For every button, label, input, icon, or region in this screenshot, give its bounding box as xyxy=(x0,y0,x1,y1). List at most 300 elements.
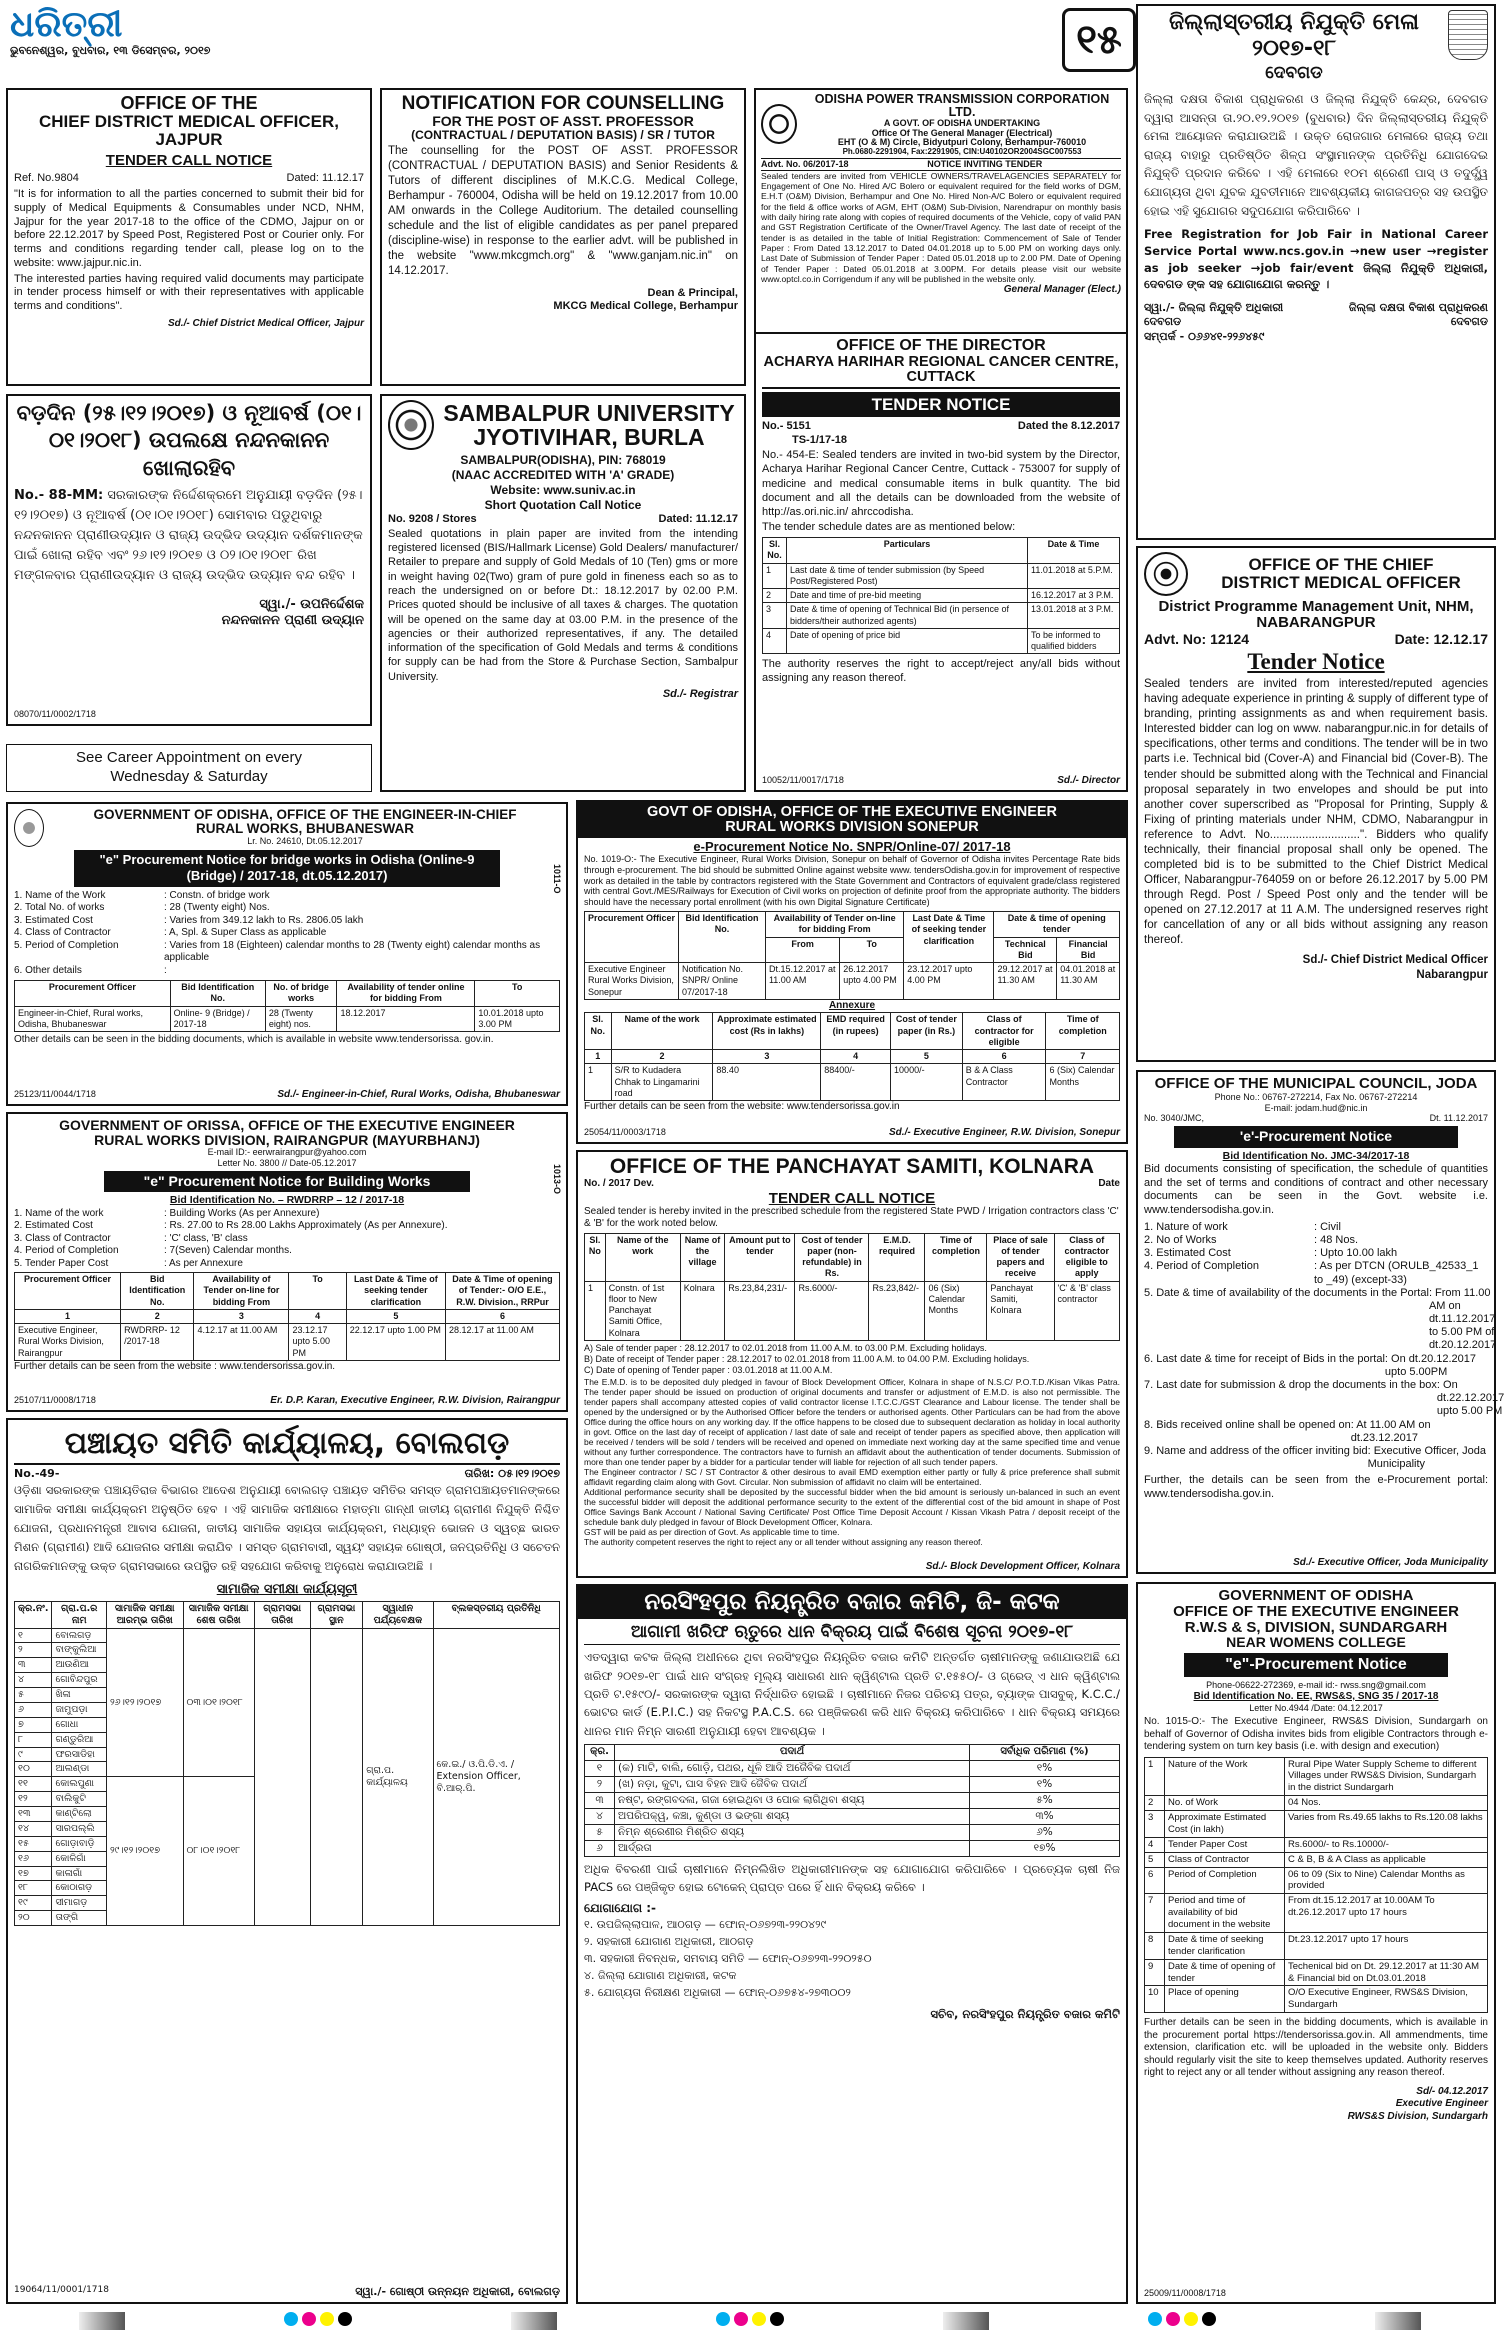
signature: RWS&S Division, Sundargarh xyxy=(1347,2110,1488,2122)
annexure-table xyxy=(584,1012,1120,1101)
table-cell: 2 xyxy=(1145,1796,1165,1811)
table-cell: Class of Contractor xyxy=(1165,1852,1285,1867)
date-line: C) Date of opening of Tender paper : 03.01.2018 at 11.00 A.M. xyxy=(584,1365,833,1376)
ad-title: ଜିଲ୍ଲାସ୍ତରୀୟ ନିଯୁକ୍ତି ମେଳା ୨୦୧୭-୧୮ xyxy=(1169,10,1419,62)
ad-subtitle: EHT (O & M) Circle, Bidyutpuri Colony, Berhampur-760010 xyxy=(837,137,1087,148)
signature: Sd./- Block Development Officer, Kolnara xyxy=(925,1560,1120,1572)
date: Dated: 11.12.17 xyxy=(658,513,738,525)
table-cell: 7 xyxy=(1145,1894,1165,1933)
signature: Dean & Principal, xyxy=(647,286,738,299)
ad-body: No.- 454-E: Sealed tenders are invited in two-bid system by the Director, Acharya Harihar Regional Cancer Centre, Cuttack - 753007 for supply of medicine and medical consumable items in bulk quantity. The bid document and all the details can be downloaded from the website of http://as.ori.nic.in/ ahrccodisha. xyxy=(762,448,1120,519)
table-cell: Tender Paper Cost xyxy=(1165,1837,1285,1852)
advt-no: Advt. No: 12124 xyxy=(1144,630,1250,647)
email: E-mail: jodam.hud@nic.in xyxy=(1264,1102,1368,1113)
ad-title: ପଞ୍ଚାୟତ ସମିତି କାର୍ଯ୍ୟାଳୟ, ବୋଲଗଡ଼ xyxy=(14,1424,560,1465)
detail-label: 5. Tender Paper Cost xyxy=(14,1257,109,1269)
signature: Sd/- 04.12.2017 xyxy=(1416,2085,1488,2097)
table-cell: ୧୦ xyxy=(15,1762,52,1777)
table-cell: ୩% xyxy=(970,1809,1120,1825)
ad-title: ନରସିଂହପୁର ନିୟନ୍ତ୍ରିତ ବଜାର କମିଟି, ଜି- କଟକ xyxy=(578,1586,1126,1619)
ad-title: RURAL WORKS DIVISION SONEPUR xyxy=(725,819,979,836)
ad-body: Sealed tender is hereby invited in the prescribed schedule from the registered State PWD / Irrigation contractors class 'C' & 'B' for the work noted below. xyxy=(584,1206,1119,1230)
table-header: To xyxy=(475,981,560,1007)
signature: Er. D.P. Karan, Executive Engineer, R.W. Division, Rairangpur xyxy=(270,1394,560,1406)
ad-mkcg-counselling xyxy=(380,88,746,386)
page-number xyxy=(1062,8,1136,72)
table-cell: (ଖ) ନଡ଼ା, କୁଟା, ଘାସ ବିହନ ଆଦି ଜୈବିକ ପଦାର୍ଥ xyxy=(615,1776,970,1792)
ad-subtitle: e-Procurement Notice No. SNPR/Online-07/ 2017-18 xyxy=(693,839,1011,855)
table-cell: Dt.23.12.2017 upto 17 hours xyxy=(1285,1932,1488,1959)
ad-terms: The Engineer contractor / SC / ST Contractor & other desirous to avail EMD exemption either partly or fully & price preference shall submit affidavit regarding claim along with Govt. Circular. Non submission of affidavit no claim will be entertained. xyxy=(584,1466,1120,1487)
list-item: ୩. ସହକାରୀ ନିବନ୍ଧକ, ସମବାୟ ସମିତି — ଫୋନ୍-୦୬୭୨୩-୨୨୦୨୫୦ xyxy=(584,1952,872,1966)
table-cell: ଗୋଡ଼ାବାଡ଼ି xyxy=(52,1836,107,1851)
table-header: No. of bridge works xyxy=(265,981,337,1007)
table-header-row xyxy=(15,1273,560,1310)
table-cell: ଗ୍ରା.ପ. କାର୍ଯ୍ୟାଳୟ xyxy=(363,1628,433,1926)
ad-subtitle: ଆଗାମୀ ଖରିଫ ଋତୁରେ ଧାନ ବିକ୍ରୟ ପାଇଁ ବିଶେଷ ସୂଚନା ୨୦୧୭-୧୮ xyxy=(584,1621,1120,1645)
detail-value: : Varies from 18 (Eighteen) calendar months to 28 (Twenty eight) calendar months as applicable xyxy=(164,939,541,964)
table-cell: ସାରପଲ୍ଲି xyxy=(52,1821,107,1836)
date: Dated the 8.12.2017 xyxy=(1017,420,1120,433)
ad-body: ଅଧିକ ବିବରଣୀ ପାଇଁ ଚାଷୀମାନେ ନିମ୍ନଲିଖିତ ଅଧିକାରୀମାନଙ୍କ ସହ ଯୋଗାଯୋଗ କରିପାରିବେ । ପ୍ରତ୍ୟେକ ଚାଷୀ ନିଜ PACS ରେ ପଞ୍ଜିକୃତ ହୋଇ ଟୋକେନ୍ ପ୍ରାପ୍ତ ପରେ ହିଁ ଧାନ ବିକ୍ରୟ କରିବେ । xyxy=(584,1862,1120,1895)
ad-title: OFFICE OF THE xyxy=(120,93,258,113)
email: E-mail ID:- eerwrairangpur@yahoo.com xyxy=(207,1147,367,1158)
table-cell: From dt.15.12.2017 at 10.00AM To dt.26.12.2017 upto 17 hours xyxy=(1285,1894,1488,1933)
table-header: ସାମାଜିକ ସମୀକ୍ଷା ଶେଷ ତାରିଖ xyxy=(183,1601,254,1628)
table-cell: Date of opening of price bid xyxy=(787,628,1028,654)
ad-rwss-sundargarh xyxy=(1136,1582,1496,2304)
ad-band: 'e'-Procurement Notice xyxy=(1174,1126,1458,1148)
note-line: See Career Appointment on every xyxy=(76,749,302,766)
ad-subtitle: Short Quotation Call Notice xyxy=(484,498,642,512)
table-cell: ୭ xyxy=(15,1717,52,1732)
detail-label: 1. Nature of work xyxy=(1144,1220,1228,1233)
table-row xyxy=(1145,1796,1488,1811)
table-cell: ଅପରିପକ୍ୱ, କଞ୍ଚା, କୁଣ୍ଡା ଓ ଭଙ୍ଗା ଶସ୍ୟ xyxy=(615,1809,970,1825)
table-row xyxy=(763,563,1120,589)
detail-value: : As per Annexure xyxy=(164,1257,243,1269)
table-cell: Panchayat Samiti, Kolnara xyxy=(987,1281,1054,1340)
quality-table xyxy=(584,1744,1120,1857)
detail-value: : On dt.22.12.2017 upto 5.00 PM xyxy=(1436,1379,1504,1418)
ad-terms: GST will be paid as per direction of Govt. As applicable time to time. xyxy=(584,1526,840,1537)
page-number-text: ୧୫ xyxy=(1076,17,1122,63)
grayscale-strip xyxy=(943,2312,989,2330)
signature: ସ୍ୱା./- ଗୋଷ୍ଠୀ ଉନ୍ନୟନ ଅଧିକାରୀ, ବୋଲଗଡ଼ xyxy=(355,2285,560,2299)
table-header-row xyxy=(15,1309,560,1323)
ad-title: JYOTIVIHAR, BURLA xyxy=(473,424,705,450)
detail-row xyxy=(14,1245,560,1258)
work-details xyxy=(1144,1220,1504,1472)
ad-body: The tender schedule dates are as mentioned below: xyxy=(762,521,1016,534)
phone: Phone-06622-272369, e-mail id:- rwss.sng@gmail.com xyxy=(1206,1679,1426,1690)
table-row xyxy=(1145,1959,1488,1986)
ad-title: ବଡ଼ଦିନ (୨୫।୧୨।୨୦୧୭) ଓ ନୂଆବର୍ଷ (୦୧।୦୧।୨୦୧୮) ଉପଲକ୍ଷେ ନନ୍ଦନକାନନ ଖୋଲାରହିବ xyxy=(16,401,362,480)
table-header: Date & time of opening tender xyxy=(994,912,1120,938)
signature: ଜିଲ୍ଲା ଦକ୍ଷତା ବିକାଶ ପ୍ରାଧିକରଣ xyxy=(1348,300,1488,314)
table-cell: Executive Engineer Rural Works Division, Sonepur xyxy=(585,963,679,1000)
cmyk-dots xyxy=(714,2312,786,2331)
table-row xyxy=(585,1776,1120,1792)
ad-registration: Free Registration for Job Fair in National Career Service Portal www.ncs.gov.in →new user →register as job seeker →job fair/event ଜିଲ୍ଲା ନିଯୁକ୍ତି ଅଧିକାରୀ, ଦେବଗଡ ଙ୍କ ସହ ଯୋଗାଯୋଗ କରନ୍ତୁ । xyxy=(1144,227,1488,292)
list-item: ୫. ଯୋଗ୍ୟତା ନିରୀକ୍ଷଣ ଅଧିକାରୀ — ଫୋନ୍-୦୬୭୫୪-୨୭୩୦୦୨ xyxy=(584,1986,851,2000)
detail-label: 2. Estimated Cost xyxy=(14,1220,93,1232)
table-cell: Executive Engineer, Rural Works Division, Rairangpur xyxy=(15,1324,121,1361)
ad-title: OFFICE OF THE DIRECTOR xyxy=(836,337,1046,354)
table-cell: 04 Nos. xyxy=(1285,1796,1488,1811)
ad-no: No.- 5151 xyxy=(762,420,811,433)
table-header: Procurement Officer xyxy=(15,1273,121,1310)
table-header: 4 xyxy=(821,1050,891,1064)
detail-row xyxy=(1144,1260,1488,1286)
work-table xyxy=(1144,1757,1488,2014)
ad-title: NEAR WOMENS COLLEGE xyxy=(1226,1634,1406,1651)
magenta-dot xyxy=(302,2312,316,2326)
detail-label: 4. Class of Contractor xyxy=(14,927,111,939)
ad-subtitle: Office Of The General Manager (Electrical) xyxy=(871,127,1053,138)
ad-subtitle: (CONTRACTUAL / DEPUTATION BASIS) / SR / TUTOR xyxy=(411,127,715,142)
bid-id: Bid Identification No. JMC-34/2017-18 xyxy=(1222,1149,1410,1162)
table-header: 7 xyxy=(1046,1050,1120,1064)
contact: ସମ୍ପର୍କ - ୦୬୬୪୧-୨୨୬୪୫୯ xyxy=(1144,330,1265,344)
table-header-row xyxy=(585,1050,1120,1064)
table-header: 6 xyxy=(962,1050,1046,1064)
magenta-dot xyxy=(1166,2312,1180,2326)
table-cell: କୋଳିଗାଁ xyxy=(52,1851,107,1866)
detail-label: 3. Class of Contractor xyxy=(14,1232,111,1244)
ad-title: OFFICE OF THE EXECUTIVE ENGINEER xyxy=(1173,1602,1459,1620)
detail-label: 4. Period of Completion xyxy=(14,1245,119,1257)
table-cell: ୨୦ xyxy=(15,1911,52,1926)
detail-label: 8. Bids received online shall be opened on xyxy=(1144,1418,1351,1431)
ad-footer: Further details can be seen in the bidding documents, which is available in the procurement portal https://tendersorissa.gov.in. All ammendments, time extension, clarification etc. will be uploaded in the website only. Bidders should regularly visit the site to keep themselves updated. Authority reserves right to reject any or all tender without assigning any reason thereof. xyxy=(1144,2017,1488,2079)
table-cell: ୮ xyxy=(15,1732,52,1747)
dharitri-logo: ଧରିତ୍ରୀ xyxy=(10,4,123,45)
table-header: Bid Identification No. xyxy=(170,981,265,1007)
table-header: ସର୍ବାଧିକ ପରିମାଣ (%) xyxy=(970,1745,1120,1761)
schedule-table xyxy=(762,537,1120,654)
ad-ps-bolgarh xyxy=(6,1418,568,2304)
ad-code: 25107/11/0008/1718 xyxy=(14,1394,96,1405)
table-header: Date & Time xyxy=(1028,538,1120,564)
detail-label: 2. Total No. of works xyxy=(14,902,105,914)
table-cell: 6 (Six) Calendar Months xyxy=(1046,1064,1120,1101)
detail-value: : As per DTCN (ORULB_42533_1 to _49) (except-33) xyxy=(1314,1260,1479,1286)
ad-code: 25009/11/0008/1718 xyxy=(1144,2287,1226,2298)
list-item: ୧. ଉପଜିଲ୍ଲାପାଳ, ଆଠଗଡ଼ — ଫୋନ୍-୦୬୭୨୩-୨୨୦୪୨୯ xyxy=(584,1918,827,1932)
table-cell: 4.12.17 at 11.00 AM xyxy=(194,1324,289,1361)
detail-row xyxy=(1144,1221,1488,1234)
date: Date xyxy=(1098,1178,1120,1190)
table-header: Last Date & Time of seeking tender clarification xyxy=(904,912,994,963)
list-item: ୪. ଜିଲ୍ଲା ଯୋଗାଣ ଅଧିକାରୀ, କଟକ xyxy=(584,1969,737,1983)
ad-subtitle: TENDER CALL NOTICE xyxy=(105,151,273,169)
detail-row xyxy=(14,965,560,978)
table-header-row xyxy=(585,1233,1120,1281)
detail-value: : 48 Nos. xyxy=(1314,1233,1359,1246)
detail-row xyxy=(14,1233,560,1246)
ad-rw-rairangpur xyxy=(6,1112,568,1412)
table-cell: Place of opening xyxy=(1165,1986,1285,2013)
detail-value: : Rs. 27.00 to Rs 28.00 Lakhs Approximately (As per Annexure). xyxy=(164,1220,448,1232)
ad-subtitle: FOR THE POST OF ASST. PROFESSOR xyxy=(432,112,694,129)
ad-footer: Further, the details can be seen from the e-Procurement portal: www.tendersodisha.gov.in. xyxy=(1144,1474,1488,1501)
contact-list xyxy=(584,1916,1120,2001)
yellow-dot xyxy=(752,2312,766,2326)
detail-label: 1. Name of the Work xyxy=(14,889,106,901)
table-cell: 26.12.2017 upto 4.00 PM xyxy=(840,963,904,1000)
date-line: B) Date of receipt of Tender paper : 28.12.2017 to 02.01.2018 from 11.00 A.M. to 04.00 P.M. Excluding holidays. xyxy=(584,1354,1030,1365)
ad-code: 08070/11/0002/1718 xyxy=(14,708,96,719)
table-cell: 3 xyxy=(1145,1811,1165,1838)
signature: General Manager (Elect.) xyxy=(1003,284,1121,296)
table-cell: ୩ xyxy=(15,1658,52,1673)
table-cell: 1 xyxy=(1145,1757,1165,1796)
table-header: 4 xyxy=(289,1309,346,1323)
detail-label: 6. Other details xyxy=(14,964,82,976)
table-cell: No. of Work xyxy=(1165,1796,1285,1811)
signature: Nabarangpur xyxy=(1416,968,1488,981)
procurement-table xyxy=(14,1272,560,1361)
detail-row xyxy=(14,1220,560,1233)
table-cell: 10.01.2018 upto 3.00 PM xyxy=(475,1006,560,1032)
signature: Executive Engineer xyxy=(1395,2098,1488,2110)
ad-narasinghpur-market xyxy=(576,1584,1128,2304)
ad-subtitle: Website: www.suniv.ac.in xyxy=(490,483,636,497)
table-cell xyxy=(310,1628,363,1926)
table-header: Name of the village xyxy=(680,1233,725,1281)
table-row xyxy=(763,589,1120,603)
university-logo xyxy=(388,400,434,450)
ad-terms: The authority competent reserves the right to reject any or all tender without assigning any reason thereof. xyxy=(584,1536,983,1547)
table-cell: 6 xyxy=(1145,1867,1165,1894)
detail-value: : Constn. of bridge work xyxy=(164,889,270,901)
annexure-title: Annexure xyxy=(828,999,876,1011)
cmyk-dots xyxy=(282,2312,354,2331)
ad-subtitle: Tender Notice xyxy=(1247,649,1385,674)
table-header: Class of contractor eligible to apply xyxy=(1054,1233,1119,1281)
table-header: Procurement Officer xyxy=(15,981,171,1007)
table-cell: 06 to 09 (Six to Nine) Calendar Months as provided xyxy=(1285,1867,1488,1894)
table-cell: ଖିଳା xyxy=(52,1688,107,1703)
table-header: Date & Time of opening of Tender:- O/O E.E., R.W. Division., RRPur xyxy=(445,1273,559,1310)
table-header: Name of the work xyxy=(611,1013,713,1050)
table-header: To xyxy=(840,937,904,963)
detail-label: 2. No of Works xyxy=(1144,1233,1217,1246)
table-cell: ୨୯।୧୨।୨୦୧୭ xyxy=(106,1777,183,1926)
table-header: Amount put to tender xyxy=(725,1233,795,1281)
ad-body: ଓଡ଼ିଶା ସରକାରଙ୍କ ପଞ୍ଚାୟତିରାଜ ବିଭାଗର ଆଦେଶ ଅନୁଯାୟୀ ବୋଲଗଡ଼ ପଞ୍ଚାୟତ ସମିତିର ସମସ୍ତ ଗ୍ରାମପଞ୍ଚାୟତମାନଙ୍କରେ ସାମାଜିକ ସମୀକ୍ଷା କାର୍ଯ୍ୟକ୍ରମ ଅନୁଷ୍ଠିତ ହେବ । ଏହି ସାମାଜିକ ସମୀକ୍ଷାରେ ମହାତ୍ମା ଗାନ୍ଧୀ ଜାତୀୟ ଗ୍ରାମୀଣ ନିଯୁକ୍ତି ନିଶ୍ଚିତ ଯୋଜନା, ପ୍ରଧାନମନ୍ତ୍ରୀ ଆବାସ ଯୋଜନା, ଜାତୀୟ ସାମାଜିକ ସହାୟତା କାର୍ଯ୍ୟକ୍ରମ, ମଧ୍ୟାହ୍ନ ଭୋଜନ ଓ ସ୍ୱଚ୍ଛ ଭାରତ ମିଶନ (ଗ୍ରାମୀଣ) ଆଦି ଯୋଜନାର ସମୀକ୍ଷା କରାଯିବ । ସମସ୍ତ ଗ୍ରାମବାସୀ, ସ୍ୱୟଂ ସହାୟକ ଗୋଷ୍ଠୀ, ଜନପ୍ରତିନିଧି ଓ ସଚେତନ ନାଗରିକମାନଙ୍କୁ ଉକ୍ତ ଗ୍ରାମସଭାରେ ଉପସ୍ଥିତ ରହି ସହଯୋଗ କରିବାକୁ ଅନୁରୋଧ କରାଯାଉଅଛି । xyxy=(14,1482,560,1573)
ad-title: OFFICE OF THE PANCHAYAT SAMITI, KOLNARA xyxy=(609,1155,1095,1178)
table-cell: 88.40 xyxy=(713,1064,821,1101)
signature: Sd./- Registrar xyxy=(662,688,738,701)
ad-title: GOVERNMENT OF ODISHA, OFFICE OF THE ENGINEER-IN-CHIEF xyxy=(93,807,517,822)
table-cell: Last date & time of tender submission (by Speed Post/Registered Post) xyxy=(787,563,1028,589)
ad-title: DISTRICT MEDICAL OFFICER xyxy=(1221,573,1461,592)
table-cell: ବାଲିକୁଟି xyxy=(52,1792,107,1807)
table-cell: Approximate Estimated Cost (in lakh) xyxy=(1165,1811,1285,1838)
signature: Sd./- Executive Engineer, R.W. Division, Sonepur xyxy=(889,1126,1120,1138)
detail-row xyxy=(1144,1353,1488,1379)
table-cell: Online- 9 (Bridge) / 2017-18 xyxy=(170,1006,265,1032)
table-row xyxy=(15,1628,560,1643)
ad-title: CHIEF DISTRICT MEDICAL OFFICER, JAJPUR xyxy=(38,111,339,149)
table-cell: 9 xyxy=(1145,1959,1165,1986)
table-header: ସ୍ୱାଧୀନ ପର୍ଯ୍ୟବେକ୍ଷକ xyxy=(363,1601,433,1628)
detail-value: : A, Spl. & Super Class as applicable xyxy=(164,927,327,939)
ad-no: No. / 2017 Dev. xyxy=(584,1178,654,1190)
table-cell: ୦୮।୦୧।୨୦୧୮ xyxy=(183,1777,254,1926)
ad-place: ଦେବଗଡ xyxy=(1265,62,1323,83)
ad-subtitle: (NAAC ACCREDITED WITH 'A' GRADE) xyxy=(451,468,675,482)
ad-rw-sonepur xyxy=(576,800,1128,1144)
table-cell: ଗଣ୍ଡୁରିଆ xyxy=(52,1732,107,1747)
bid-id: Bid Identification No. EE, RWS&S, SNG 35 / 2017-18 xyxy=(1193,1690,1439,1702)
grayscale-strip xyxy=(79,2312,125,2330)
ad-body: Sealed tenders are invited from VEHICLE OWNERS/TRAVELAGENCIES SEPARATELY for Engagement of One No. Hired A/C Bolero or equivalent required for the field works of DGM, E.H.T (O&M) Division, Berhampur and One No. Hired Non-A/C Bolero or equivalent required for the field & office works of AGM, EHT (O&M) Sub-Division, Narendrapur on monthly basis with daily hiring rate along with copies of required documents of the Vehicle, copy of valid PAN and GST Registration Certificate of the Owner/Travel Agency. The last date of receipt of the tender is as detailed in the table of Initial Registration: Commencement of Sale of Tender Paper : From Dated 13.12.2017 to Dated 04.01.2018 up to 5.00 PM on working days only. Last Date of Submission of Tender Paper : Dated 05.01.2018 up to 2.00 PM. Date of Opening of Tender Paper : Dated 05.01.2018 at 3.00PM. For details please visit our website www.optcl.co.in Corrigendum if any will be published in the website only. xyxy=(761,170,1121,284)
table-header: To xyxy=(289,1273,346,1310)
ad-subtitle: SAMBALPUR(ODISHA), PIN: 768019 xyxy=(460,453,666,467)
table-header-row xyxy=(15,1601,560,1628)
ad-body: ସରକାରଙ୍କ ନିର୍ଦ୍ଦେଶକ୍ରମେ ଅନୁଯାୟୀ ବଡ଼ଦିନ (୨୫।୧୨।୨୦୧୭) ଓ ନୂଆବର୍ଷ (୦୧।୦୧।୨୦୧୮) ସୋମବାର ପଡୁଥିବାରୁ ନନ୍ଦନକାନନ ପ୍ରାଣୀଉଦ୍ୟାନ ଓ ରାଜ୍ୟ ଉଦ୍ଭିଦ ଉଦ୍ୟାନ ଦର୍ଶକମାନଙ୍କ ପାଇଁ ଖୋଲା ରହିବ ଏବଂ ୨୬।୧୨।୨୦୧୭ ଓ ୦୨।୦୧।୨୦୧୮ ରିଖ ମଙ୍ଗଳବାର ପ୍ରାଣୀଉଦ୍ୟାନ ଓ ରାଜ୍ୟ ଉଦ୍ଭିଦ ଉଦ୍ୟାନ ବନ୍ଦ ରହିବ । xyxy=(14,487,363,584)
detail-label: 4. Period of Completion xyxy=(1144,1260,1259,1273)
table-cell xyxy=(254,1628,310,1926)
table-row xyxy=(585,1841,1120,1857)
detail-value: : Executive Officer, Joda Municipality xyxy=(1367,1444,1487,1471)
ad-subtitle: Ph.0680-2291904, Fax:2291905, CIN:U40102OR2004SGC007553 xyxy=(842,146,1082,156)
table-cell: ୬ xyxy=(15,1702,52,1717)
table-cell: Date & time of seeking tender clarification xyxy=(1165,1932,1285,1959)
detail-value: : On dt.20.12.2017 upto 5.00PM xyxy=(1384,1352,1477,1378)
date: Dt. 11.12.2017 xyxy=(1429,1113,1488,1124)
grayscale-strip xyxy=(1375,2312,1421,2330)
ad-body: Sealed tenders are invited from interested/reputed agencies having adequate experience in printing & supply of different type of branding, printing assignments as and when requirement basis. Interested bidder can log on www. nabarangpur.nic.in for details of specifications, other terms and conditions. The tender will be in two parts i.e. Technical bid (Cover-A) and Financial bid (Cover-B). The tender should be submitted along with the Technical and Financial proposal separately in two envelopes and should be put into another cover superscribed as "Proposal for Printing, Supply & Fixing of printing materials under NHM, CDMO, Nabarangpur in reference to Advt. No............................". Bidders who qualify technically, their financial proposal shall only be opened. The completed bid is to be submitted to the Chief District Medical Officer, Nabarangpur-764059 on or before 26.12.2017 by 5.00 PM through Regd. Post / Speed Post only and the tender will be opened on 27.12.2017 at 11 A.M. The undersigned reserves right for cancellation of any or all bids without assigning any reason thereof. xyxy=(1144,677,1488,947)
table-cell: ୩ xyxy=(585,1792,615,1808)
table-header: ଗ୍ରାମସଭା ତାରିଖ xyxy=(254,1601,310,1628)
detail-row xyxy=(14,1258,560,1271)
notice-title: NOTICE INVITING TENDER xyxy=(927,158,1043,169)
table-header: Particulars xyxy=(787,538,1028,564)
table-cell: Date & time of opening of Technical Bid (in persence of bidders/their authorized agents) xyxy=(787,603,1028,629)
table-row xyxy=(1145,1932,1488,1959)
table-header: ଗ୍ରାମସଭା ସ୍ଥାନ xyxy=(310,1601,363,1628)
table-cell: ୧୭% xyxy=(970,1841,1120,1857)
ad-title: NOTIFICATION FOR COUNSELLING xyxy=(401,93,725,114)
detail-label: 5. Date & time of availability of the documents in the Portal xyxy=(1144,1286,1429,1299)
table-cell: Rs.6000/- to Rs.10000/- xyxy=(1285,1837,1488,1852)
ad-municipal-joda xyxy=(1136,1070,1504,1574)
table-header-row xyxy=(585,912,1120,938)
ad-title: GOVERNMENT OF ORISSA, OFFICE OF THE EXECUTIVE ENGINEER xyxy=(59,1117,515,1133)
table-cell: Dt.15.12.2017 at 11.00 AM xyxy=(765,963,839,1000)
ad-title: ACHARYA HARIHAR REGIONAL CANCER CENTRE, CUTTACK xyxy=(762,355,1120,389)
table-header: Time of completion xyxy=(1046,1013,1120,1050)
tender-dates xyxy=(584,1343,1120,1377)
detail-value: : Varies from 349.12 lakh to Rs. 2806.05 lakh xyxy=(164,914,364,926)
table-header: Technical Bid xyxy=(994,937,1057,963)
table-cell: ୧୨ xyxy=(15,1792,52,1807)
ad-cdmo-jajpur xyxy=(6,88,372,386)
table-cell: 1 xyxy=(763,563,787,589)
black-dot xyxy=(770,2312,784,2326)
ad-no: No. 3040/JMC, xyxy=(1144,1113,1205,1124)
table-cell: Period and time of availability of bid document in the website xyxy=(1165,1894,1285,1933)
ad-nandankanan xyxy=(6,394,372,726)
list-item: ୨. ସହକାରୀ ଯୋଗାଣ ଅଧିକାରୀ, ଆଠଗଡ଼ xyxy=(584,1935,754,1949)
table-cell: Date and time of pre-bid meeting xyxy=(787,589,1028,603)
cyan-dot xyxy=(284,2312,298,2326)
table-header: 5 xyxy=(891,1050,963,1064)
table-cell: 16.12.2017 at 3 P.M. xyxy=(1028,589,1120,603)
masthead xyxy=(8,4,808,60)
signature: ନନ୍ଦନକାନନ ପ୍ରାଣୀ ଉଦ୍ୟାନ xyxy=(221,612,364,628)
table-cell: କୋଲପୁଣା xyxy=(52,1777,107,1792)
table-cell: Nature of the Work xyxy=(1165,1757,1285,1796)
yellow-dot xyxy=(1184,2312,1198,2326)
side-code: 1013-O xyxy=(552,1164,562,1195)
table-cell: ୦୩।୦୧।୨୦୧୮ xyxy=(183,1628,254,1777)
detail-row xyxy=(14,940,560,965)
table-cell: ୧୧ xyxy=(15,1777,52,1792)
table-cell: 29.12.2017 at 11.30 AM xyxy=(994,963,1057,1000)
table-cell: Rs.23,84,231/- xyxy=(725,1281,795,1340)
table-cell: ୫% xyxy=(970,1792,1120,1808)
ts-no: TS-1/17-18 xyxy=(792,434,848,447)
detail-value: : Building Works (As per Annexure) xyxy=(164,1207,320,1219)
table-header: Cost of tender paper (non-refundable) in Rs. xyxy=(795,1233,869,1281)
table-header: Availability of tender online for bidding From xyxy=(337,981,475,1007)
ad-title: GOVT OF ODISHA, OFFICE OF THE EXECUTIVE ENGINEER xyxy=(646,804,1058,820)
table-cell: 28.12.17 at 11.00 AM xyxy=(445,1324,559,1361)
table-header: EMD required (in rupees) xyxy=(821,1013,891,1050)
ad-title: GOVERNMENT OF ODISHA xyxy=(1218,1587,1414,1604)
table-header: ପଦାର୍ଥ xyxy=(615,1745,970,1761)
optcl-logo xyxy=(761,104,797,144)
table-header: From xyxy=(765,937,839,963)
ad-code: 25054/11/0003/1718 xyxy=(584,1126,666,1137)
table-cell: ୪ xyxy=(15,1673,52,1688)
table-cell: 5 xyxy=(1145,1852,1165,1867)
table-cell: RWDRRP- 12 /2017-18 xyxy=(121,1324,194,1361)
table-row xyxy=(585,1825,1120,1841)
schedule-table xyxy=(14,1601,560,1926)
detail-row xyxy=(1144,1286,1497,1353)
procurement-table xyxy=(584,911,1120,1000)
table-header: 1 xyxy=(585,1050,612,1064)
signature: MKCG Medical College, Berhampur xyxy=(553,300,738,313)
cyan-dot xyxy=(1148,2312,1162,2326)
table-cell: 23.12.2017 upto 4.00 PM xyxy=(904,963,994,1000)
table-row xyxy=(585,1792,1120,1808)
work-table xyxy=(584,1233,1120,1341)
table-cell: ଜାମୁପଡ଼ା xyxy=(52,1702,107,1717)
table-row xyxy=(585,1809,1120,1825)
magenta-dot xyxy=(734,2312,748,2326)
table-header-row xyxy=(15,981,560,1007)
table-cell: Rs.23,842/- xyxy=(869,1281,925,1340)
table-cell: 18.12.2017 xyxy=(337,1006,475,1032)
table-cell: C & B, B & A Class as applicable xyxy=(1285,1852,1488,1867)
letter-no: Lr. No. 24610, Dt.05.12.2017 xyxy=(247,836,363,847)
ad-footer: Other details can be seen in the bidding documents, which is available in website www.tendersorissa. gov.in. xyxy=(14,1034,494,1046)
detail-row xyxy=(1144,1247,1488,1260)
advt-no: Advt. No. 06/2017-18 xyxy=(761,158,849,169)
table-cell: ଫରସାଡିହା xyxy=(52,1747,107,1762)
table-cell: 1 xyxy=(585,1281,606,1340)
ad-body: "It is for information to all the parties concerned to submit their bid for supply of Medical Equipments & Consumables under NCD, NHM, Jajpur for the year 2017-18 to the office of the CDMO, Jajpur on or before 22.12.2017 by Speed Post, Registered Post or Courier only. For terms and conditions regarding tender call, please log on to the website: www.jajpur.nic.in. xyxy=(14,188,364,269)
signature: ସ୍ୱା./- ଉପନିର୍ଦ୍ଦେଶକ xyxy=(259,596,364,612)
table-row xyxy=(585,1281,1120,1340)
